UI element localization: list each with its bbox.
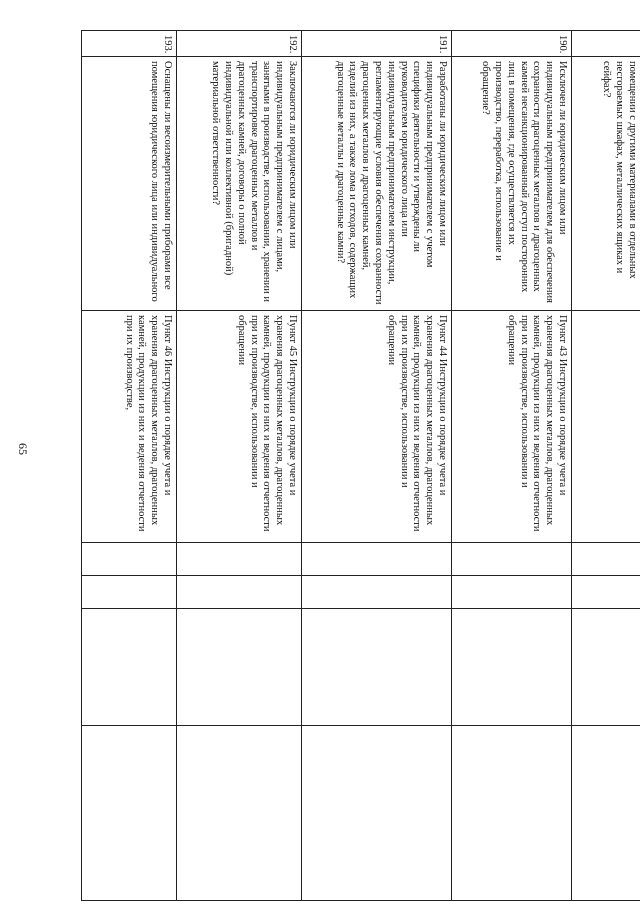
no-cell	[82, 576, 177, 609]
table-row	[302, 31, 452, 901]
no-cell	[572, 576, 640, 609]
table-row	[452, 31, 572, 901]
row-number: 191.	[302, 31, 452, 57]
yes-cell	[452, 543, 572, 576]
checklist-table	[81, 30, 640, 901]
table-row	[572, 31, 640, 901]
question-cell: помещении с другими материалами в отдельных несгораемых шкафах, металлических ящиках и сейфах?	[572, 57, 640, 311]
no-cell	[302, 576, 452, 609]
not-applicable-cell	[82, 609, 177, 726]
reference-cell	[572, 311, 640, 543]
yes-cell	[572, 543, 640, 576]
reference-cell: Пункт 46 Инструкции о порядке учета и хранения драгоценных металлов, драгоценных камней, продукции из них и ведения отчетности при их производстве,	[82, 311, 177, 543]
not-applicable-cell	[452, 609, 572, 726]
notes-cell	[452, 726, 572, 901]
row-number: 193.	[82, 31, 177, 57]
question-cell: Заключаются ли юридическим лицом или индивидуальным предпринимателем с лицами, занятыми в производстве, использовании, хранении и транспортировке драгоценных металлов и драгоценных камней, договоры о полной индивидуальной или коллективной (бригадной) материальной ответственности?	[177, 57, 302, 311]
no-cell	[177, 576, 302, 609]
checklist-table-wrapper	[82, 30, 640, 900]
notes-cell	[177, 726, 302, 901]
notes-cell	[302, 726, 452, 901]
table-row	[82, 31, 177, 901]
yes-cell	[177, 543, 302, 576]
row-number: 190.	[452, 31, 572, 57]
not-applicable-cell	[572, 609, 640, 726]
question-cell: Исключен ли юридическим лицом или индивидуальным предпринимателем для обеспечения сохранности драгоценных металлов и драгоценных камней несанкционированный доступ посторонних лиц в помещения, где осуществляется их производство, переработка, использование и обращение?	[452, 57, 572, 311]
no-cell	[452, 576, 572, 609]
row-number	[572, 31, 640, 57]
not-applicable-cell	[177, 609, 302, 726]
reference-cell: Пункт 43 Инструкции о порядке учета и хранения драгоценных металлов, драгоценных камней, продукции из них и ведения отчетности при их производстве, использовании и обращении	[452, 311, 572, 543]
row-number: 192.	[177, 31, 302, 57]
reference-cell: Пункт 45 Инструкции о порядке учета и хранения драгоценных металлов, драгоценных камней, продукции из них и ведения отчетности при их производстве, использовании и обращении	[177, 311, 302, 543]
notes-cell	[572, 726, 640, 901]
question-cell: Оснащены ли весоизмерительными приборами все помещения юридического лица или индивидуального	[82, 57, 177, 311]
not-applicable-cell	[302, 609, 452, 726]
notes-cell	[82, 726, 177, 901]
page-number: 65	[16, 443, 30, 455]
yes-cell	[82, 543, 177, 576]
question-cell: Разработаны ли юридическим лицом или индивидуальным предпринимателем с учетом специфики деятельности и утверждены ли руководителем юридического лица или индивидуальным предпринимателем инструкции, регламентирующие условия обеспечения сохранности драгоценных металлов и драгоценных камней, изделий из них, а также лома и отходов, содержащих драгоценные металлы и драгоценные камни?	[302, 57, 452, 311]
table-row	[177, 31, 302, 901]
yes-cell	[302, 543, 452, 576]
reference-cell: Пункт 44 Инструкции о порядке учета и хранения драгоценных металлов, драгоценных камней, продукции из них и ведения отчетности при их производстве, использовании и обращении	[302, 311, 452, 543]
